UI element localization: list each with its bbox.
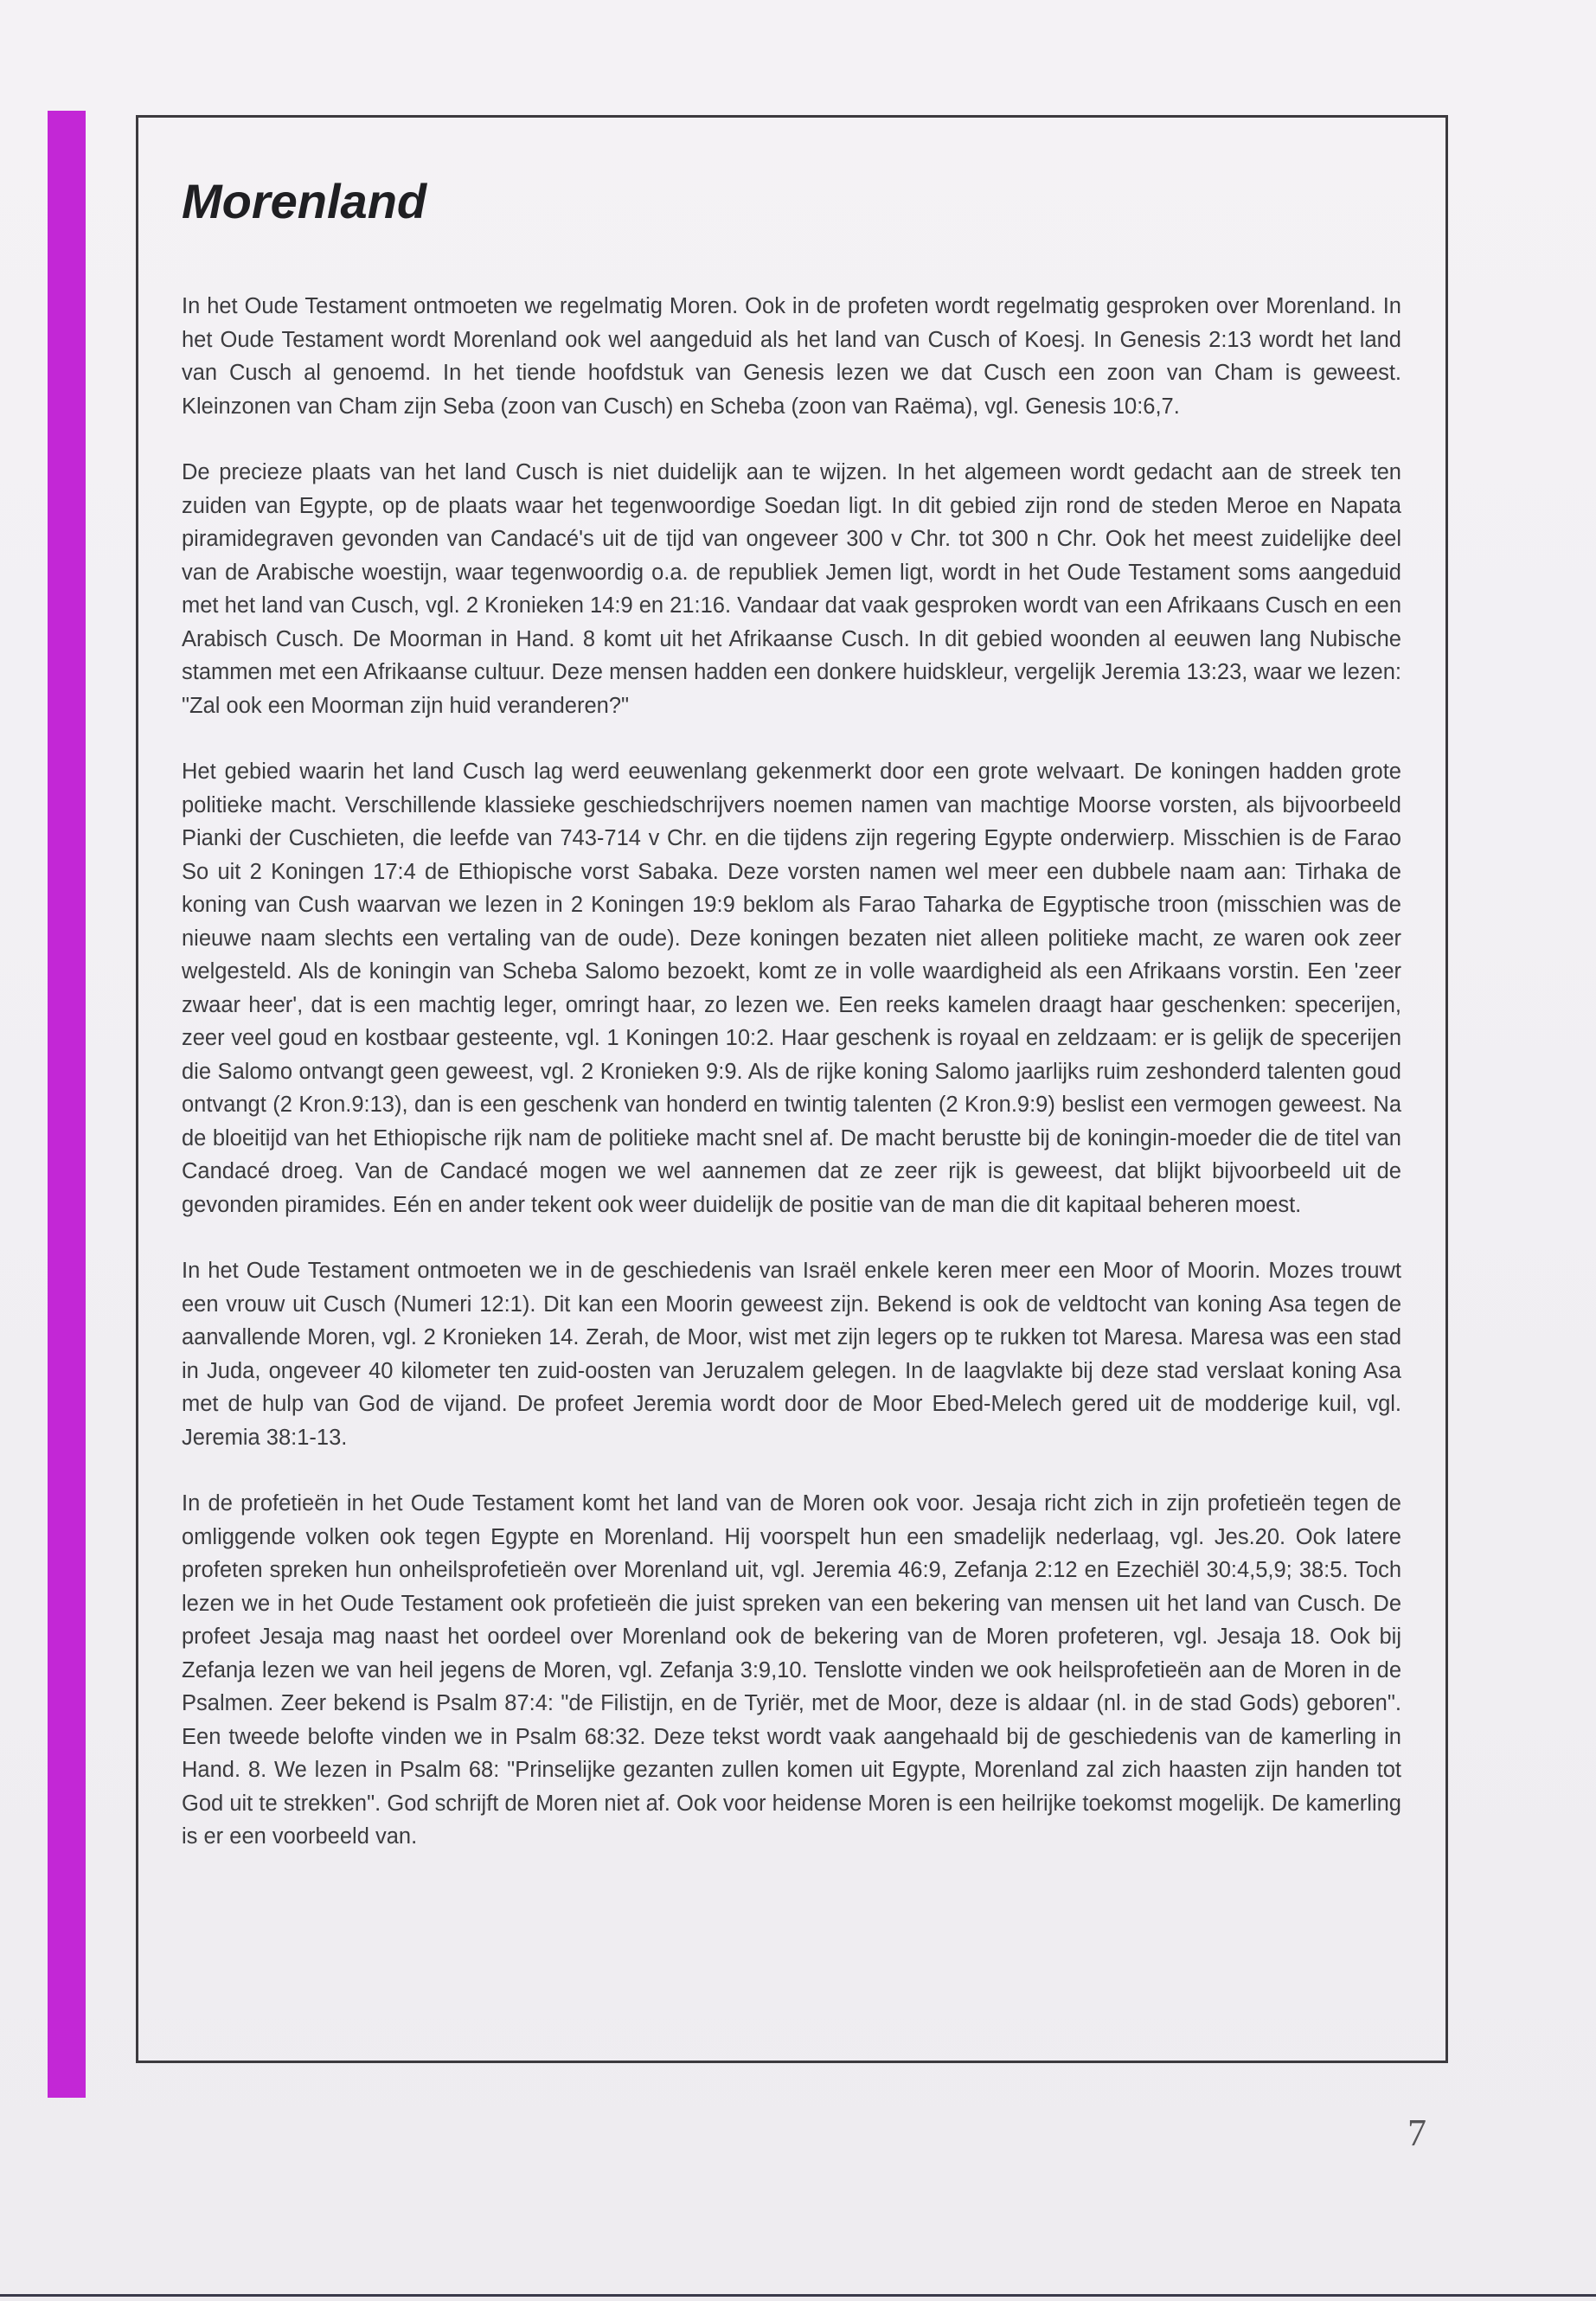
paragraph-4: In het Oude Testament ontmoeten we in de geschiedenis van Israël enkele keren meer een Moor of Moorin. Mozes trouwt een vrouw uit Cusch (Numeri 12:1). Dit kan een Moorin geweest zijn. Bekend is ook de veldtocht van koning Asa tegen de aanvallende Moren, vgl. 2 Kronieken 14. Zerah, de Moor, wist met zijn legers op te rukken tot Maresa. Maresa was een stad in Juda, ongeveer 40 kilometer ten zuid-oosten van Jeruzalem gelegen. In de laagvlakte bij deze stad verslaat koning Asa met de hulp van God de vijand. De profeet Jeremia wordt door de Moor Ebed-Melech gered uit de modderige kuil, vgl. Jeremia 38:1-13.: [182, 1259, 1401, 1450]
article: [182, 173, 1401, 1887]
page-title: Morenland: [182, 174, 427, 228]
paragraph-2: De precieze plaats van het land Cusch is niet duidelijk aan te wijzen. In het algemeen wordt gedacht aan de streek ten zuiden van Egypte, op de plaats waar het tegenwoordige Soedan ligt. In dit gebied zijn rond de steden Meroe en Napata piramidegraven gevonden van Candacé's uit de tijd van ongeveer 300 v Chr. tot 300 n Chr. Ook het meest zuidelijke deel van de Arabische woestijn, waar tegenwoordig o.a. de republiek Jemen ligt, wordt in het Oude Testament soms aangeduid met het land van Cusch, vgl. 2 Kronieken 14:9 en 21:16. Vandaar dat vaak gesproken wordt van een Afrikaans Cusch en een Arabisch Cusch. De Moorman in Hand. 8 komt uit het Afrikaanse Cusch. In dit gebied woonden al eeuwen lang Nubische stammen met een Afrikaanse cultuur. Deze mensen hadden een donkere huidskleur, vergelijk Jeremia 13:23, waar we lezen: "Zal ook een Moorman zijn huid veranderen?": [182, 460, 1402, 718]
page-number: 7: [1407, 2112, 1426, 2154]
accent-bar: [48, 111, 86, 2098]
paragraph-3: Het gebied waarin het land Cusch lag werd eeuwenlang gekenmerkt door een grote welvaart. De koningen hadden grote politieke macht. Verschillende klassieke geschiedschrijvers noemen namen van machtige Moorse vorsten, als bijvoorbeeld Pianki der Cuschieten, die leefde van 743-714 v Chr. en die tijdens zijn regering Egypte onderwierp. Misschien is de Farao So uit 2 Koningen 17:4 de Ethiopische vorst Sabaka. Deze vorsten namen wel meer een dubbele naam aan: Tirhaka de koning van Cush waarvan we lezen in 2 Koningen 19:9 beklom als Farao Taharka de Egyptische troon (misschien was de nieuwe naam slechts een vertaling van de oude). Deze koningen bezaten niet alleen politieke macht, ze waren ook zeer welgesteld. Als de koningin van Scheba Salomo bezoekt, komt ze in volle waardigheid als een Afrikaans vorstin. Een 'zeer zwaar heer', dat is een machtig leger, omringt haar, zo lezen we. Een reeks kamelen draagt haar geschenken: specerijen, zeer veel goud en kostbaar gesteente, vgl. 1 Koningen 10:2. Haar geschenk is royaal en zeldzaam: er is gelijk de specerijen die Salomo ontvangt geen geweest, vgl. 2 Kronieken 9:9. Als de rijke koning Salomo jaarlijks ruim zeshonderd talenten goud ontvangt (2 Kron.9:13), dan is een geschenk van honderd en twintig talenten (2 Kron.9:9) beslist een vermogen geweest. Na de bloeitijd van het Ethiopische rijk nam de politieke macht snel af. De macht berustte bij de koningin-moeder die de titel van Candacé droeg. Van de Candacé mogen we wel aannemen dat ze zeer rijk is geweest, dat blijkt bijvoorbeeld uit de gevonden piramides. Eén en ander tekent ook weer duidelijk de positie van de man die dit kapitaal beheren moest.: [182, 760, 1401, 1217]
paragraph-1: In het Oude Testament ontmoeten we regelmatig Moren. Ook in de profeten wordt regelmatig gesproken over Morenland. In het Oude Testament wordt Morenland ook wel aangeduid als het land van Cusch of Koesj. In Genesis 2:13 wordt het land van Cusch al genoemd. In het tiende hoofdstuk van Genesis lezen we dat Cusch een zoon van Cham is geweest. Kleinzonen van Cham zijn Seba (zoon van Cusch) en Scheba (zoon van Raëma), vgl. Genesis 10:6,7.: [182, 294, 1401, 419]
paragraph-5: In de profetieën in het Oude Testament komt het land van de Moren ook voor. Jesaja richt zich in zijn profetieën tegen de omliggende volken ook tegen Egypte en Morenland. Hij voorspelt hun een smadelijk nederlaag, vgl. Jes.20. Ook latere profeten spreken hun onheilsprofetieën over Morenland uit, vgl. Jeremia 46:9, Zefanja 2:12 en Ezechiël 30:4,5,9; 38:5. Toch lezen we in het Oude Testament ook profetieën die juist spreken van een bekering van mensen uit het land van Cusch. De profeet Jesaja mag naast het oordeel over Morenland ook de bekering van de Moren profeteren, vgl. Jesaja 18. Ook bij Zefanja lezen we van heil jegens de Moren, vgl. Zefanja 3:9,10. Tenslotte vinden we ook heilsprofetieën aan de Moren in de Psalmen. Zeer bekend is Psalm 87:4: "de Filistijn, en de Tyriër, met de Moor, deze is aldaar (nl. in de stad Gods) geboren". Een tweede belofte vinden we in Psalm 68:32. Deze tekst wordt vaak aangehaald bij de geschiedenis van de kamerling in Hand. 8. We lezen in Psalm 68: "Prinselijke gezanten zullen komen uit Egypte, Morenland zal zich haasten zijn handen tot God uit te strekken". God schrijft de Moren niet af. Ook voor heidense Moren is een heilrijke toekomst mogelijk. De kamerling is er een voorbeeld van.: [182, 1491, 1401, 1849]
bottom-edge-line: [0, 2294, 1596, 2297]
